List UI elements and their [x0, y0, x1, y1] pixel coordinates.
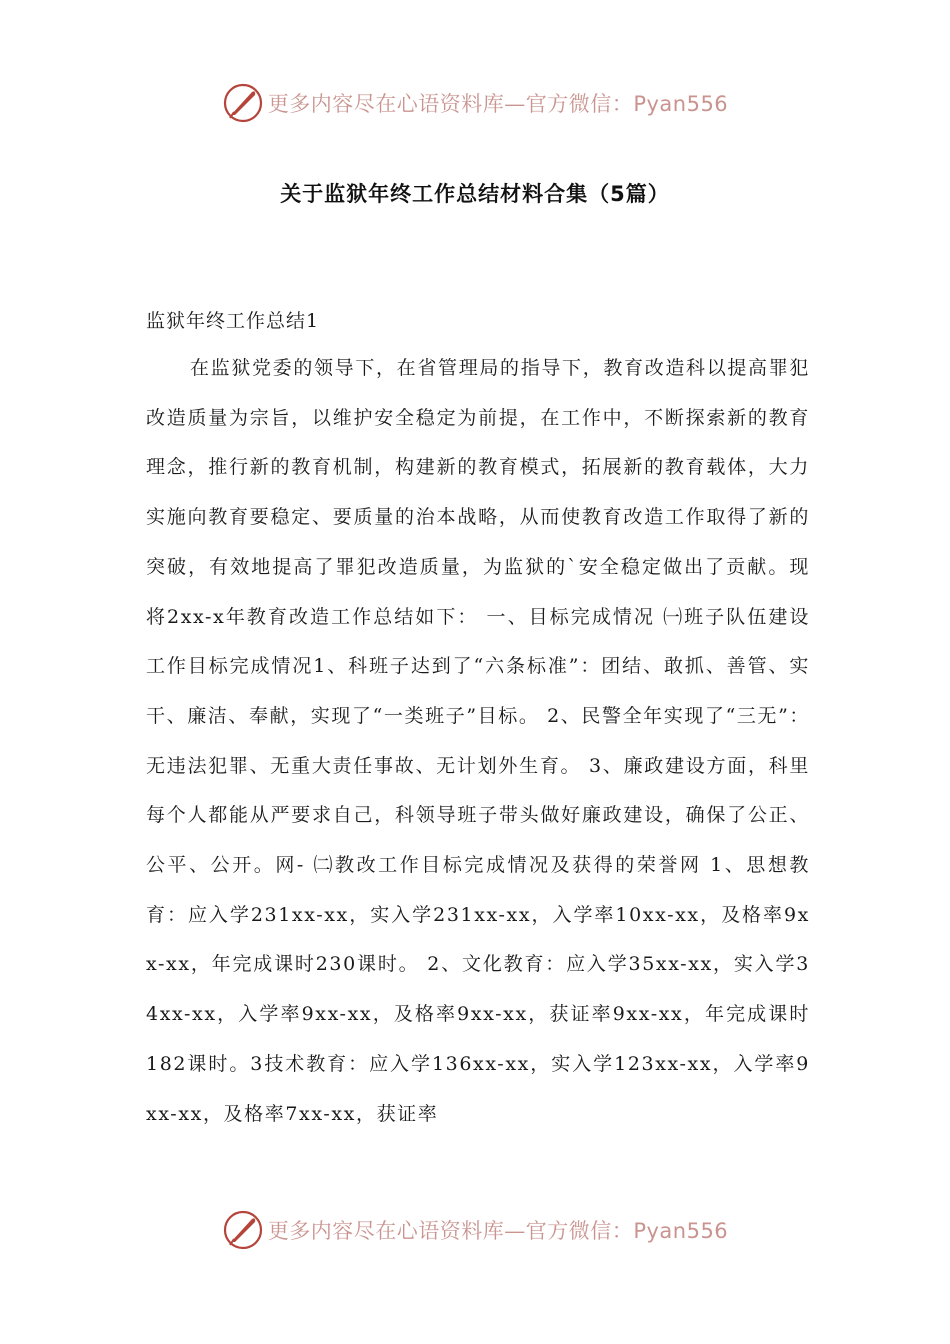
section-heading: 监狱年终工作总结1: [146, 310, 320, 332]
watermark-footer: [0, 1207, 950, 1253]
document-title: 关于监狱年终工作总结材料合集（5篇）: [280, 182, 670, 206]
body-paragraph: 在监狱党委的领导下，在省管理局的指导下，教育改造科以提高罪犯改造质量为宗旨，以维护安全稳定为前提，在工作中，不断探索新的教育理念，推行新的教育机制，构建新的教育模式，拓展新的教育载体，大力实施向教育要稳定、要质量的治本战略，从而使教育改造工作取得了新的突破，有效地提高了罪犯改造质量，为监狱的`安全稳定做出了贡献。现将2xx-x年教育改造工作总结如下： 一、目标完成情况 ㈠班子队伍建设工作目标完成情况1、科班子达到了“六条标准”：团结、敢抓、善管、实干、廉洁、奉献，实现了“一类班子”目标。 2、民警全年实现了“三无”：无违法犯罪、无重大责任事故、无计划外生育。 3、廉政建设方面，科里每个人都能从严要求自己，科领导班子带头做好廉政建设，确保了公正、公平、公开。网- ㈡教改工作目标完成情况及获得的荣誉网 1、思想教育：应入学231xx-xx，实入学231xx-xx，入学率10xx-xx，及格率9xx-xx，年完成课时230课时。 2、文化教育：应入学35xx-xx，实入学34xx-xx，入学率9xx-xx，及格率9xx-xx，获证率9xx-xx，年完成课时182课时。3技术教育：应入学136xx-xx，实入学123xx-xx，入学率9xx-xx，及格率7xx-xx，获证率: [146, 357, 810, 1125]
watermark-text: 更多内容尽在心语资料库—官方微信：Pyan556: [267, 92, 729, 116]
watermark-header: [0, 80, 950, 126]
watermark-text: 更多内容尽在心语资料库—官方微信：Pyan556: [267, 1219, 729, 1243]
quill-logo-icon: [222, 82, 264, 124]
quill-logo-icon: [222, 1209, 264, 1251]
